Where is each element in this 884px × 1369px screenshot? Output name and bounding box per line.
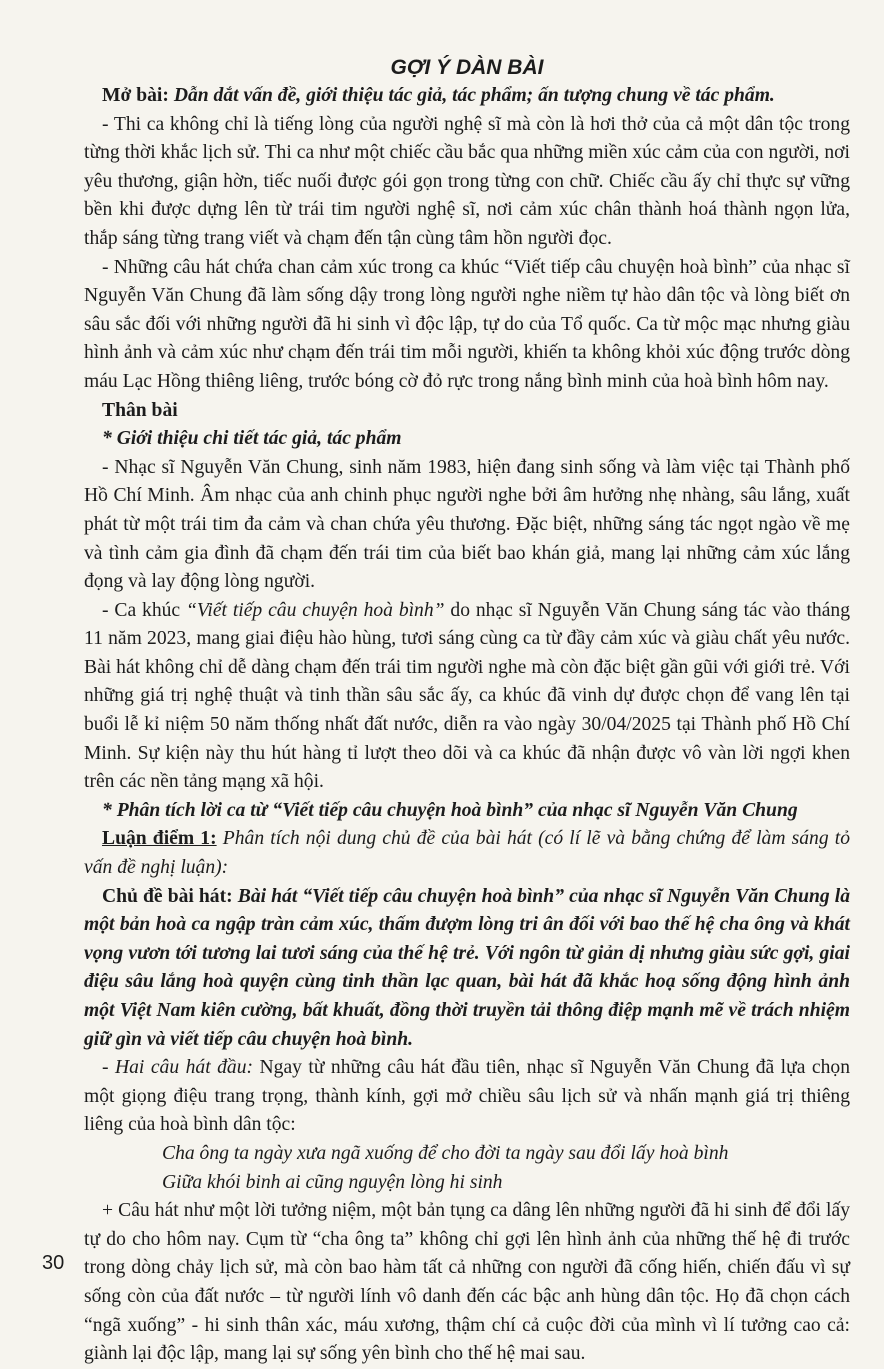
author-subheading: * Giới thiệu chi tiết tác giả, tác phẩm: [102, 428, 402, 450]
first-lines-label: - Hai câu hát đầu:: [102, 1057, 254, 1079]
theme-label: Chủ đề bài hát:: [102, 885, 233, 907]
commentary-paragraph: + Câu hát như một lời tưởng niệm, một bản tụng ca dâng lên những người đã hi sinh để đổi lấy tự do cho hôm nay. Cụm từ “cha ông ta” không chỉ gợi lên hình ảnh của những thế hệ đi trước trong dòng chảy lịch sử, mà còn bao hàm tất cả những con người đã cống hiến, chiến đấu vì sự sống còn của đất nước – từ người lính vô danh đến các bậc anh hùng dân tộc. Họ đã chọn cách “ngã xuống” - hi sinh thân xác, máu xương, thậm chí cả cuộc đời của mình vì lí tưởng cao cả: giành lại độc lập, mang lại sự sống yên bình cho thế hệ mai sau.: [84, 1200, 850, 1365]
author-paragraph: - Nhạc sĩ Nguyễn Văn Chung, sinh năm 1983, hiện đang sinh sống và làm việc tại Thành phố Hồ Chí Minh. Âm nhạc của anh chinh phục người nghe bởi âm hưởng nhẹ nhàng, sâu lắng, xuất phát từ một trái tim đa cảm và chan chứa yêu thương. Đặc biệt, những sáng tác ngọt ngào về mẹ và tình cảm gia đình đã chạm đến trái tim của biết bao khán giả, mang lại những cảm xúc lắng đọng và lay động lòng người.: [84, 456, 850, 593]
song-paragraph: [84, 597, 850, 797]
page-title: GỢI Ý DÀN BÀI: [390, 56, 544, 79]
song-title: “Viết tiếp câu chuyện hoà bình”: [185, 599, 445, 621]
first-lines-paragraph: [84, 1054, 850, 1140]
lyric-line-2: Giữa khói binh ai cũng nguyện lòng hi sinh: [162, 1171, 503, 1193]
intro-summary: Dẫn dắt vấn đề, giới thiệu tác giả, tác phẩm; ấn tượng chung về tác phẩm.: [173, 85, 775, 106]
theme-paragraph: [84, 883, 850, 1055]
intro-heading: [84, 82, 850, 111]
song-prefix: - Ca khúc: [102, 599, 186, 621]
page-number: 30: [42, 1252, 65, 1274]
point-1-text: Phân tích nội dung chủ đề của bài hát (có lí lẽ và bằng chứng để làm sáng tỏ vấn đề nghị luận):: [84, 828, 851, 879]
song-rest: do nhạc sĩ Nguyễn Văn Chung sáng tác vào tháng 11 năm 2023, mang giai điệu hào hùng, tươi sáng cùng ca từ đầy cảm xúc và giàu chất yêu nước. Bài hát không chỉ dễ dàng chạm đến trái tim người nghe mà còn đặc biệt gần gũi với giới trẻ. Với những giá trị nghệ thuật và tinh thần sâu sắc ấy, ca khúc đã vinh dự được chọn để vang lên tại buổi lễ kỉ niệm 50 năm thống nhất đất nước, diễn ra vào ngày 30/04/2025 tại Thành phố Hồ Chí Minh. Sự kiện này thu hút hàng tỉ lượt theo dõi và ca khúc đã nhận được vô vàn lời ngợi khen trên các nền tảng mạng xã hội.: [84, 599, 850, 793]
intro-paragraph-2: - Những câu hát chứa chan cảm xúc trong ca khúc “Viết tiếp câu chuyện hoà bình” của nhạc sĩ Nguyễn Văn Chung đã làm sống dậy trong lòng người nghe niềm tự hào dân tộc và lòng biết ơn sâu sắc đối với những người đã hi sinh vì độc lập, tự do của Tổ quốc. Ca từ mộc mạc nhưng giàu hình ảnh và cảm xúc như chạm đến trái tim mỗi người, khiến ta không khỏi xúc động trước dòng máu Lạc Hồng thiêng liêng, trước bóng cờ đỏ rực trong nắng bình minh của hoà bình hôm nay.: [84, 256, 850, 392]
intro-label: Mở bài:: [102, 85, 169, 106]
analysis-subheading: * Phân tích lời ca từ “Viết tiếp câu chuyện hoà bình” của nhạc sĩ Nguyễn Văn Chung: [102, 799, 798, 821]
body-heading: Thân bài: [102, 399, 178, 421]
page-content: [84, 54, 850, 1369]
first-lines-text: Ngay từ những câu hát đầu tiên, nhạc sĩ Nguyễn Văn Chung đã lựa chọn một giọng điệu trang trọng, thành kính, gợi mở chiều sâu lịch sử và nhấn mạnh giá trị thiêng liêng của hoà bình dân tộc:: [84, 1057, 850, 1136]
theme-text: Bài hát “Viết tiếp câu chuyện hoà bình” của nhạc sĩ Nguyễn Văn Chung là một bản hoà ca ngập tràn cảm xúc, thấm đượm lòng tri ân đối với bao thế hệ cha ông và khát vọng vươn tới tương lai tươi sáng của thế hệ trẻ. Với ngôn từ giản dị nhưng giàu sức gợi, giai điệu sâu lắng hoà quyện cùng tinh thần lạc quan, bài hát đã khắc hoạ sống động hình ảnh một Việt Nam kiên cường, bất khuất, đồng thời truyền tải thông điệp mạnh mẽ về trách nhiệm giữ gìn và viết tiếp câu chuyện hoà bình.: [84, 885, 850, 1050]
point-1: [84, 825, 850, 882]
lyric-line-1: Cha ông ta ngày xưa ngã xuống để cho đời ta ngày sau đổi lấy hoà bình: [162, 1142, 729, 1164]
point-1-label: Luận điểm 1:: [102, 828, 217, 850]
intro-paragraph-1: - Thi ca không chỉ là tiếng lòng của người nghệ sĩ mà còn là hơi thở của cả một dân tộc trong từng thời khắc lịch sử. Thi ca như một chiếc cầu bắc qua những miền xúc cảm của con người, nơi yêu thương, giận hờn, tiếc nuối được gói gọn trong từng con chữ. Chiếc cầu ấy chỉ thực sự vững bền khi được dựng lên từ trái tim người nghệ sĩ, nơi cảm xúc chân thành hoá thành ngọn lửa, thắp sáng từng trang viết và chạm đến tận cùng tâm hồn người đọc.: [84, 113, 850, 249]
